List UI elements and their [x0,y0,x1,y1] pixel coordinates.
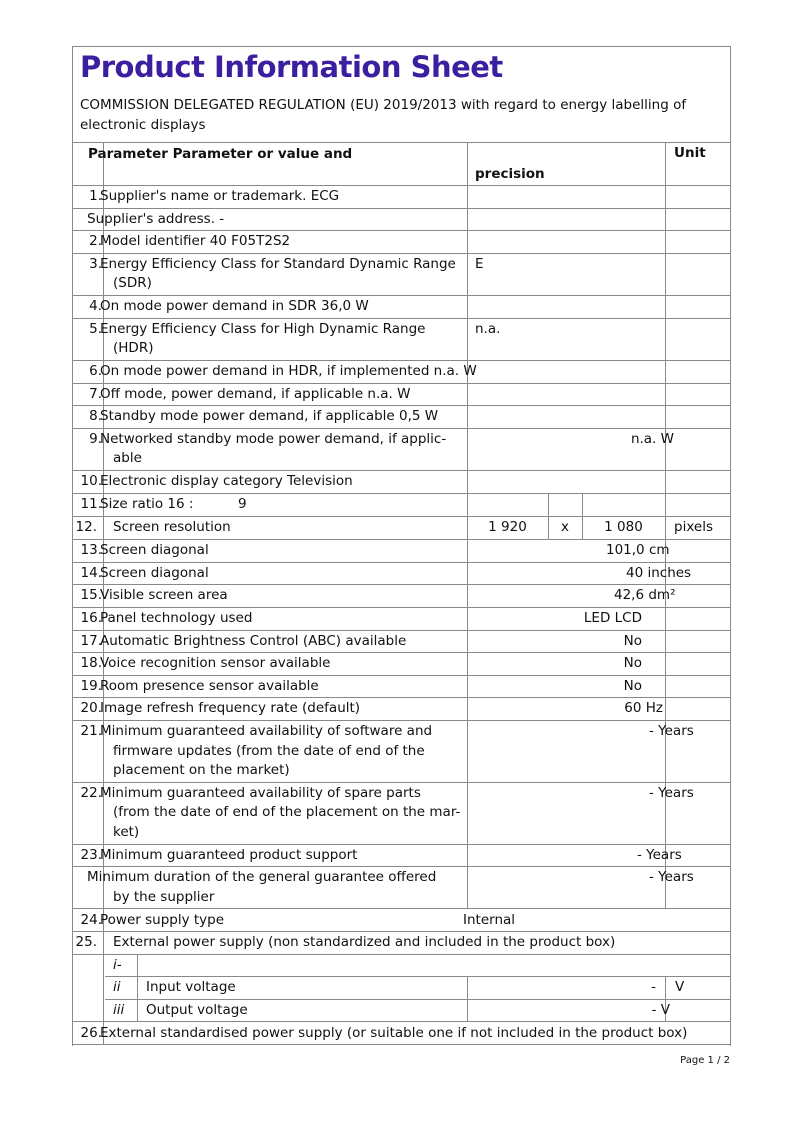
row-line [72,383,731,384]
row-label: On mode power demand in HDR, if implemented n.a. W [100,363,477,379]
row-value: Internal [463,912,516,928]
row-label: Screen diagonal [100,565,209,581]
row-number: 22. [80,785,102,801]
row-line [72,470,731,471]
row-number: 23. [80,847,102,863]
row-line [72,516,731,517]
row-number: 2. [89,233,102,249]
row-value: n.a. [475,321,501,337]
row-number: 26. [80,1025,102,1041]
resolution-separator: x [561,519,569,535]
row-label-continued: placement on the market) [113,762,290,778]
row-label: Screen diagonal [100,542,209,558]
resolution-vertical: 1 080 [604,519,643,535]
row-line [72,428,731,429]
row-value: E [475,256,484,272]
table-border-bottom [72,1044,731,1045]
row-number: 15. [80,587,102,603]
row-number: 18. [80,655,102,671]
row-value: LED LCD [583,610,642,626]
row-line [72,318,731,319]
row-label: Image refresh frequency rate (default) [100,700,361,716]
row-value: - Years [649,785,694,801]
row-label: Automatic Brightness Control (ABC) available [100,633,407,649]
row-value: 42,6 dm² [614,587,676,603]
row-number: 24. [80,912,102,928]
row-value: 9 [238,496,247,512]
row-number: 20. [80,700,102,716]
sub-row-index: iii [113,1002,125,1018]
row-line [72,652,731,653]
row-label: Networked standby mode power demand, if applic- [100,431,447,447]
row-line [72,697,731,698]
sub-row-index: i- [113,957,122,973]
row-label: Visible screen area [100,587,228,603]
row-value: 40 inches [626,565,692,581]
row-number: 11. [80,496,102,512]
row-label: Minimum duration of the general guarantee offered [87,869,437,885]
row-line [72,630,731,631]
row-number: 21. [80,723,102,739]
row-number: 14. [80,565,102,581]
row-value: n.a. W [630,431,674,447]
row-line [72,230,731,231]
row-label: Model identifier 40 F05T2S2 [100,233,291,249]
row-line [72,360,731,361]
row-number: 5. [89,321,102,337]
row-label-continued: firmware updates (from the date of end of the [113,743,425,759]
row-number: 17. [80,633,102,649]
row-line [72,405,731,406]
row-value: No [623,655,642,671]
row-label: Power supply type [100,912,225,928]
sub-row-index: ii [113,979,121,995]
row-value: - Years [649,869,694,885]
row-line [72,675,731,676]
header-parameter: Parameter Parameter or value and [88,146,353,162]
row-line [105,976,731,977]
sub-row-value: - [651,979,656,995]
row-line [72,931,731,932]
row-line [72,866,731,867]
row-line [72,908,731,909]
table-border-top [72,142,731,143]
row-label: Size ratio 16 : [100,496,194,512]
row-number: 3. [89,256,102,272]
row-line [72,185,731,186]
row-label-continued: (from the date of end of the placement on the mar- [113,804,461,820]
row-line [72,539,731,540]
row-number: 25. [75,934,97,950]
row-label: Energy Efficiency Class for High Dynamic Range [100,321,426,337]
row-label: External standardised power supply (or suitable one if not included in the product box) [100,1025,688,1041]
row-number: 16. [80,610,102,626]
row-unit: pixels [674,519,713,535]
row-value: 101,0 cm [606,542,670,558]
row-label: Minimum guaranteed product support [100,847,358,863]
page-number: Page 1 / 2 [680,1055,730,1066]
row-number: 10. [80,473,102,489]
row-label: Electronic display category Television [100,473,353,489]
row-number: 8. [89,408,102,424]
page-title: Product Information Sheet [80,50,503,84]
row-label: Off mode, power demand, if applicable n.a. W [100,386,411,402]
row-label: Panel technology used [100,610,253,626]
row-number: 19. [80,678,102,694]
row-number: 12. [75,519,97,535]
row-label-continued: able [113,450,142,466]
row-number: 7. [89,386,102,402]
row-label: Energy Efficiency Class for Standard Dynamic Range [100,256,456,272]
page-frame-right [730,46,731,1046]
row-label: Supplier's name or trademark. ECG [100,188,340,204]
row-value: No [623,633,642,649]
row-line [72,253,731,254]
row-line [72,844,731,845]
header-unit: Unit [674,145,706,161]
sub-row-label: Output voltage [146,1002,248,1018]
row-line [72,607,731,608]
row-label-continued: ket) [113,824,140,840]
row-label-continued: (SDR) [113,275,152,291]
page-subtitle: COMMISSION DELEGATED REGULATION (EU) 2019/2013 with regard to energy labelling of electronic displays [80,97,687,133]
row-line [72,295,731,296]
row-label: Screen resolution [113,519,231,535]
row-label: Minimum guaranteed availability of spare parts [100,785,421,801]
row-label: On mode power demand in SDR 36,0 W [100,298,369,314]
row-line [72,954,731,955]
row-number: 1. [89,188,102,204]
row-line [72,720,731,721]
row-label: Standby mode power demand, if applicable 0,5 W [100,408,439,424]
column-line-sub [137,954,138,1021]
row-number: 9. [89,431,102,447]
sub-row-value: - V [651,1002,670,1018]
row-number: 4. [89,298,102,314]
header-precision: precision [475,166,545,182]
row-line [72,782,731,783]
resolution-horizontal: 1 920 [488,519,527,535]
row-label: Voice recognition sensor available [100,655,331,671]
row-value: - Years [637,847,682,863]
row-line [72,584,731,585]
row-label: Supplier's address. - [87,211,225,227]
sub-row-unit: V [675,979,685,995]
row-number: 6. [89,363,102,379]
row-value: 60 Hz [624,700,663,716]
row-label-continued: (HDR) [113,340,154,356]
row-line [72,493,731,494]
row-line [72,562,731,563]
row-line [72,1021,731,1022]
sub-row-label: Input voltage [146,979,236,995]
row-line [105,999,731,1000]
page-frame-top [72,46,731,47]
row-label: Room presence sensor available [100,678,319,694]
row-label: External power supply (non standardized and included in the product box) [113,934,616,950]
row-value: No [623,678,642,694]
row-label: Minimum guaranteed availability of software and [100,723,433,739]
row-number: 13. [80,542,102,558]
column-line-sub-value [467,976,468,1021]
row-value: - Years [649,723,694,739]
row-label-continued: by the supplier [113,889,215,905]
row-line [72,208,731,209]
